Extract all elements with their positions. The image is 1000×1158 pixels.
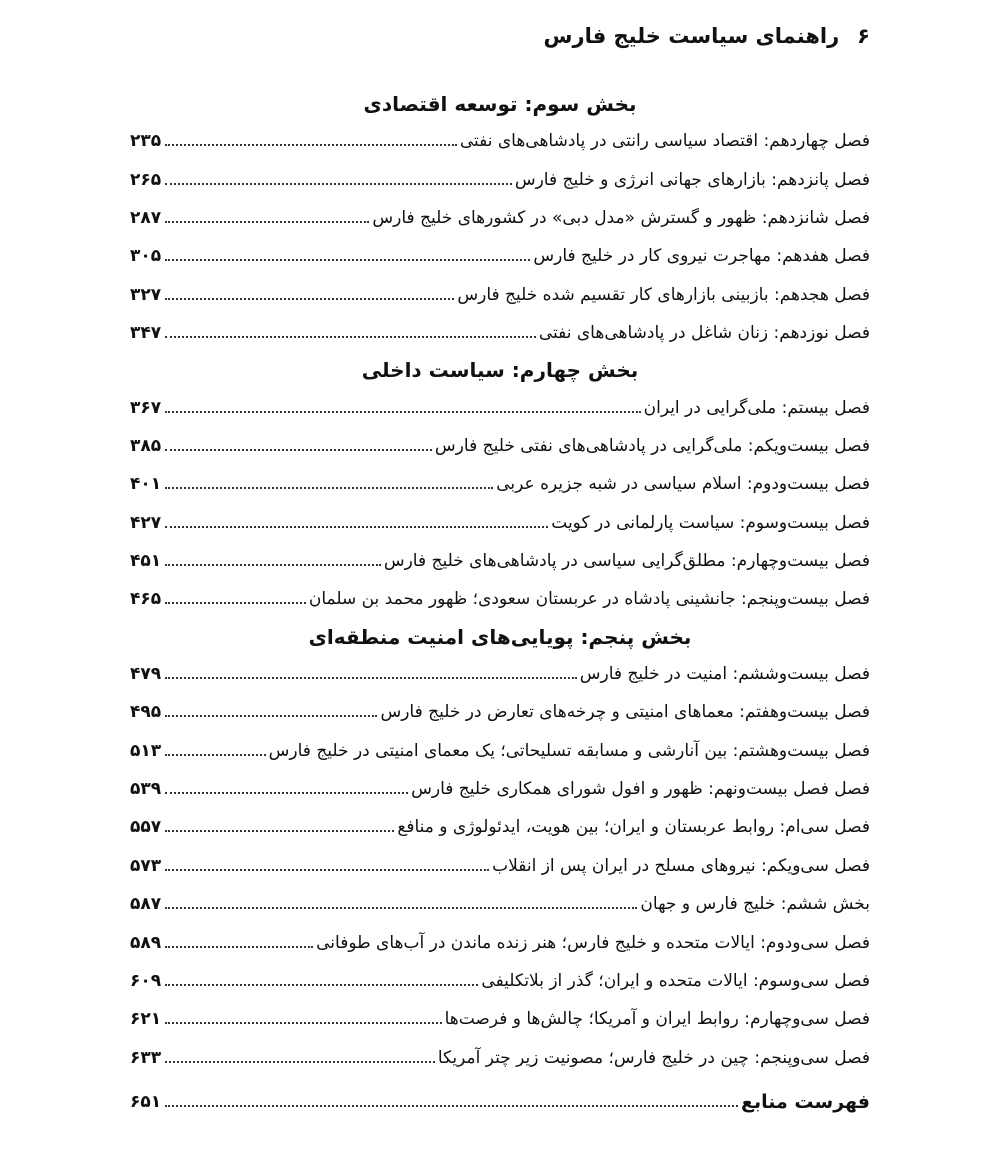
entry-title: فصل هجدهم: بازبینی بازارهای کار تقسیم شده خلیج فارس bbox=[457, 284, 870, 305]
entry-page-number: ۴۹۵ bbox=[130, 702, 162, 723]
dot-leader bbox=[165, 754, 266, 756]
toc-entry[interactable] bbox=[130, 504, 870, 542]
dot-leader bbox=[165, 221, 369, 223]
toc-entry[interactable] bbox=[130, 314, 870, 352]
toc-entry[interactable] bbox=[130, 847, 870, 885]
dot-leader bbox=[165, 144, 457, 146]
toc-entry[interactable] bbox=[130, 770, 870, 808]
entry-page-number: ۲۳۵ bbox=[130, 131, 162, 152]
toc-entry[interactable] bbox=[130, 1000, 870, 1038]
entry-page-number: ۳۶۷ bbox=[130, 397, 162, 418]
dot-leader bbox=[165, 336, 536, 338]
header-book-title: راهنمای سیاست خلیج فارس bbox=[543, 24, 840, 48]
entry-title: فصل سی‌ویکم: نیروهای مسلح در ایران پس از انقلاب bbox=[492, 855, 870, 876]
toc-entry[interactable] bbox=[130, 962, 870, 1000]
entry-title: فصل بیست‌وپنجم: جانشینی پادشاه در عربستان سعودی؛ ظهور محمد بن سلمان bbox=[308, 589, 870, 610]
entry-page-number: ۴۵۱ bbox=[130, 551, 162, 572]
toc-entry[interactable] bbox=[130, 388, 870, 426]
dot-leader bbox=[165, 869, 489, 871]
entry-page-number: ۳۲۷ bbox=[130, 284, 162, 305]
entry-title: فصل سی‌ودوم: ایالات متحده و خلیج فارس؛ هنر زنده ماندن در آب‌های طوفانی bbox=[316, 932, 870, 953]
dot-leader bbox=[165, 1061, 435, 1063]
dot-leader bbox=[165, 1105, 738, 1107]
dot-leader bbox=[165, 792, 408, 794]
toc-entry[interactable] bbox=[130, 199, 870, 237]
dot-leader bbox=[165, 259, 530, 261]
section-heading: بخش پنجم: پویایی‌های امنیت منطقه‌ای bbox=[308, 624, 692, 649]
dot-leader bbox=[165, 984, 478, 986]
entry-page-number: ۴۷۹ bbox=[130, 663, 162, 684]
entry-title: فصل چهاردهم: اقتصاد سیاسی رانتی در پادشاهی‌های نفتی bbox=[459, 131, 870, 152]
dot-leader bbox=[165, 946, 313, 948]
entry-title: فصل بیست‌ویکم: ملی‌گرایی در پادشاهی‌های نفتی خلیج فارس bbox=[434, 435, 870, 456]
entry-title: فصل بیست‌وهفتم: معماهای امنیتی و چرخه‌های تعارض در خلیج فارس bbox=[380, 702, 870, 723]
toc-entry[interactable] bbox=[130, 542, 870, 580]
entry-title: فصل بیستم: ملی‌گرایی در ایران bbox=[643, 397, 870, 418]
entry-title: فصل بیست‌وسوم: سیاست پارلمانی در کویت bbox=[551, 512, 870, 533]
entry-title: فصل پانزدهم: بازارهای جهانی انرژی و خلیج فارس bbox=[514, 169, 870, 190]
entry-page-number: ۶۳۳ bbox=[130, 1047, 162, 1068]
entry-page-number: ۵۳۹ bbox=[130, 779, 162, 800]
entry-page-number: ۵۷۳ bbox=[130, 855, 162, 876]
toc-entry[interactable] bbox=[130, 731, 870, 769]
toc-entry-references[interactable] bbox=[130, 1083, 870, 1121]
entry-title: فصل سی‌وپنجم: چین در خلیج فارس؛ مصونیت زیر چتر آمریکا bbox=[437, 1047, 870, 1068]
entry-page-number: ۴۰۱ bbox=[130, 474, 162, 495]
dot-leader bbox=[165, 449, 432, 451]
entry-page-number: ۵۱۳ bbox=[130, 740, 162, 761]
running-head bbox=[544, 18, 871, 54]
entry-page-number: ۲۸۷ bbox=[130, 207, 162, 228]
toc-entry[interactable] bbox=[130, 160, 870, 198]
dot-leader bbox=[165, 526, 548, 528]
toc-entry[interactable] bbox=[130, 122, 870, 160]
entry-page-number: ۵۸۹ bbox=[130, 932, 162, 953]
section-heading: بخش سوم: توسعه اقتصادی bbox=[363, 92, 637, 116]
entry-title: فصل بیست‌وهشتم: بین آنارشی و مسابقه تسلیحاتی؛ یک معمای امنیتی در خلیج فارس bbox=[268, 740, 870, 761]
toc-entry[interactable] bbox=[130, 923, 870, 961]
entry-title: بخش ششم: خلیج فارس و جهان bbox=[640, 894, 870, 915]
dot-leader bbox=[165, 830, 394, 832]
dot-leader bbox=[165, 487, 493, 489]
entry-page-number: ۶۲۱ bbox=[130, 1009, 162, 1030]
entry-page-number: ۶۰۹ bbox=[130, 971, 162, 991]
entry-page-number: ۲۶۵ bbox=[130, 169, 162, 190]
entry-page-number: ۳۸۵ bbox=[130, 435, 162, 456]
dot-leader bbox=[165, 564, 381, 566]
entry-title: فصل سی‌ام: روابط عربستان و ایران؛ بین هویت، ایدئولوژی و منافع bbox=[397, 817, 870, 838]
toc-entry[interactable] bbox=[130, 655, 870, 693]
entry-title: فصل سی‌وسوم: ایالات متحده و ایران؛ گذر از بلاتکلیفی bbox=[481, 971, 870, 991]
toc-entry[interactable] bbox=[130, 427, 870, 465]
entry-title: فصل بیست‌ودوم: اسلام سیاسی در شبه جزیره عربی bbox=[496, 474, 870, 495]
entry-title: فصل فصل بیست‌ونهم: ظهور و افول شورای همکاری خلیج فارس bbox=[411, 779, 870, 800]
entry-page-number: ۵۸۷ bbox=[130, 894, 162, 915]
toc-entry[interactable] bbox=[130, 808, 870, 846]
entry-title: فصل هفدهم: مهاجرت نیروی کار در خلیج فارس bbox=[533, 246, 870, 267]
dot-leader bbox=[165, 677, 577, 679]
entry-title: فصل شانزدهم: ظهور و گسترش «مدل دبی» در کشورهای خلیج فارس bbox=[372, 207, 870, 228]
table-of-contents bbox=[130, 86, 870, 1121]
entry-title: فهرست منابع bbox=[741, 1091, 870, 1114]
entry-title: فصل نوزدهم: زنان شاغل در پادشاهی‌های نفتی bbox=[538, 323, 870, 344]
dot-leader bbox=[165, 602, 306, 604]
entry-page-number: ۳۰۵ bbox=[130, 246, 162, 267]
entry-page-number: ۵۵۷ bbox=[130, 817, 162, 838]
entry-title: فصل بیست‌وچهارم: مطلق‌گرایی سیاسی در پادشاهی‌های خلیج فارس bbox=[383, 551, 870, 572]
dot-leader bbox=[165, 298, 454, 300]
toc-entry[interactable] bbox=[130, 1039, 870, 1077]
toc-entry[interactable] bbox=[130, 276, 870, 314]
toc-entry[interactable] bbox=[130, 885, 870, 923]
toc-entry[interactable] bbox=[130, 465, 870, 503]
section-heading: بخش چهارم: سیاست داخلی bbox=[361, 358, 639, 383]
header-page-number: ۶ bbox=[857, 24, 870, 48]
toc-entry[interactable] bbox=[130, 693, 870, 731]
dot-leader bbox=[165, 907, 637, 909]
entry-page-number: ۴۲۷ bbox=[130, 512, 162, 533]
entry-page-number: ۶۵۱ bbox=[130, 1092, 162, 1113]
entry-title: فصل بیست‌وششم: امنیت در خلیج فارس bbox=[579, 663, 870, 684]
entry-title: فصل سی‌وچهارم: روابط ایران و آمریکا؛ چالش‌ها و فرصت‌ها bbox=[444, 1009, 870, 1030]
dot-leader bbox=[165, 183, 512, 185]
dot-leader bbox=[165, 715, 377, 717]
toc-entry[interactable] bbox=[130, 237, 870, 275]
toc-entry[interactable] bbox=[130, 580, 870, 618]
entry-page-number: ۴۶۵ bbox=[130, 589, 162, 610]
dot-leader bbox=[165, 411, 641, 413]
dot-leader bbox=[165, 1022, 442, 1024]
entry-page-number: ۳۴۷ bbox=[130, 323, 162, 344]
